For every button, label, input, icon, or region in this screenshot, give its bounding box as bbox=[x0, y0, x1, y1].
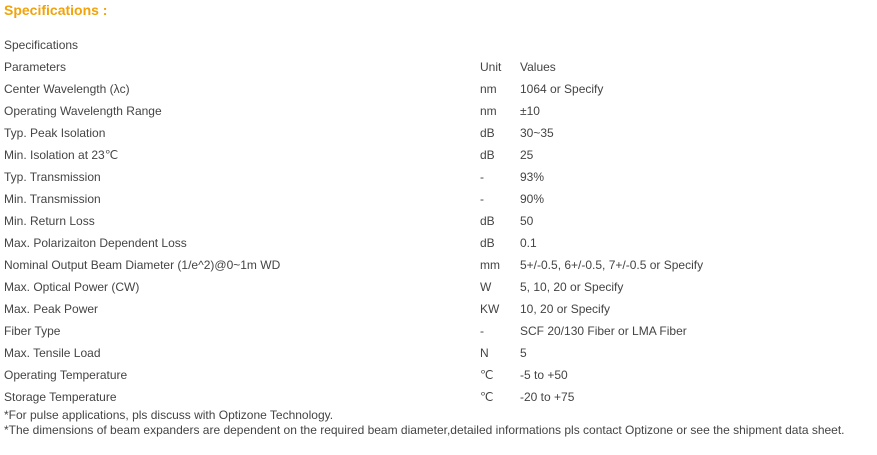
specifications-table bbox=[2, 34, 875, 408]
unit-cell: N bbox=[480, 346, 489, 360]
unit-cell: - bbox=[480, 192, 484, 206]
value-cell: 25 bbox=[520, 148, 534, 162]
table-row bbox=[2, 166, 875, 188]
parameter-cell: Max. Tensile Load bbox=[4, 346, 101, 360]
table-row bbox=[2, 386, 875, 408]
parameter-cell: Min. Isolation at 23℃ bbox=[4, 148, 119, 162]
value-cell: ±10 bbox=[520, 104, 540, 118]
unit-cell: ℃ bbox=[480, 368, 494, 382]
unit-cell: nm bbox=[480, 104, 497, 118]
table-caption-row bbox=[2, 34, 875, 56]
parameter-cell: Center Wavelength (λc) bbox=[4, 82, 130, 96]
table-row bbox=[2, 254, 875, 276]
header-values: Values bbox=[520, 60, 556, 74]
parameter-cell: Typ. Transmission bbox=[4, 170, 101, 184]
unit-cell: dB bbox=[480, 236, 495, 250]
parameter-cell: Operating Wavelength Range bbox=[4, 104, 162, 118]
table-row bbox=[2, 276, 875, 298]
unit-cell: ℃ bbox=[480, 390, 494, 404]
table-row bbox=[2, 100, 875, 122]
value-cell: 50 bbox=[520, 214, 534, 228]
unit-cell: dB bbox=[480, 148, 495, 162]
parameter-cell: Operating Temperature bbox=[4, 368, 128, 382]
parameter-cell: Typ. Peak Isolation bbox=[4, 126, 106, 140]
footnote-beam-dimensions: *The dimensions of beam expanders are dependent on the required beam diameter,detailed informations pls contact Optizone or see the shipment data sheet. bbox=[4, 423, 845, 437]
unit-cell: dB bbox=[480, 126, 495, 140]
value-cell: -5 to +50 bbox=[520, 368, 568, 382]
header-parameters: Parameters bbox=[4, 60, 67, 74]
table-row bbox=[2, 364, 875, 386]
table-row bbox=[2, 210, 875, 232]
table-row bbox=[2, 232, 875, 254]
unit-cell: W bbox=[480, 280, 492, 294]
parameter-cell: Max. Polarizaiton Dependent Loss bbox=[4, 236, 187, 250]
value-cell: 30~35 bbox=[520, 126, 554, 140]
parameter-cell: Fiber Type bbox=[4, 324, 61, 338]
unit-cell: - bbox=[480, 324, 484, 338]
value-cell: 0.1 bbox=[520, 236, 537, 250]
footnote-pulse-applications: *For pulse applications, pls discuss with Optizone Technology. bbox=[4, 408, 334, 422]
unit-cell: dB bbox=[480, 214, 495, 228]
value-cell: 5+/-0.5, 6+/-0.5, 7+/-0.5 or Specify bbox=[520, 258, 704, 272]
parameter-cell: Nominal Output Beam Diameter (1/e^2)@0~1m WD bbox=[4, 258, 281, 272]
value-cell: 90% bbox=[520, 192, 545, 206]
table-row bbox=[2, 342, 875, 364]
value-cell: 5 bbox=[520, 346, 527, 360]
header-unit: Unit bbox=[480, 60, 502, 74]
footnotes bbox=[4, 408, 876, 438]
table-row bbox=[2, 144, 875, 166]
value-cell: SCF 20/130 Fiber or LMA Fiber bbox=[520, 324, 687, 338]
table-row bbox=[2, 78, 875, 100]
unit-cell: KW bbox=[480, 302, 500, 316]
value-cell: 93% bbox=[520, 170, 545, 184]
section-heading: Specifications : bbox=[4, 2, 108, 18]
table-row bbox=[2, 320, 875, 342]
value-cell: 5, 10, 20 or Specify bbox=[520, 280, 624, 294]
unit-cell: mm bbox=[480, 258, 500, 272]
value-cell: 1064 or Specify bbox=[520, 82, 604, 96]
table-header-row bbox=[2, 56, 875, 78]
parameter-cell: Storage Temperature bbox=[4, 390, 117, 404]
value-cell: -20 to +75 bbox=[520, 390, 575, 404]
table-row bbox=[2, 188, 875, 210]
parameter-cell: Min. Transmission bbox=[4, 192, 101, 206]
parameter-cell: Max. Optical Power (CW) bbox=[4, 280, 140, 294]
unit-cell: nm bbox=[480, 82, 497, 96]
table-row bbox=[2, 122, 875, 144]
table-caption: Specifications bbox=[4, 38, 79, 52]
unit-cell: - bbox=[480, 170, 484, 184]
table-row bbox=[2, 298, 875, 320]
parameter-cell: Min. Return Loss bbox=[4, 214, 95, 228]
value-cell: 10, 20 or Specify bbox=[520, 302, 611, 316]
parameter-cell: Max. Peak Power bbox=[4, 302, 99, 316]
